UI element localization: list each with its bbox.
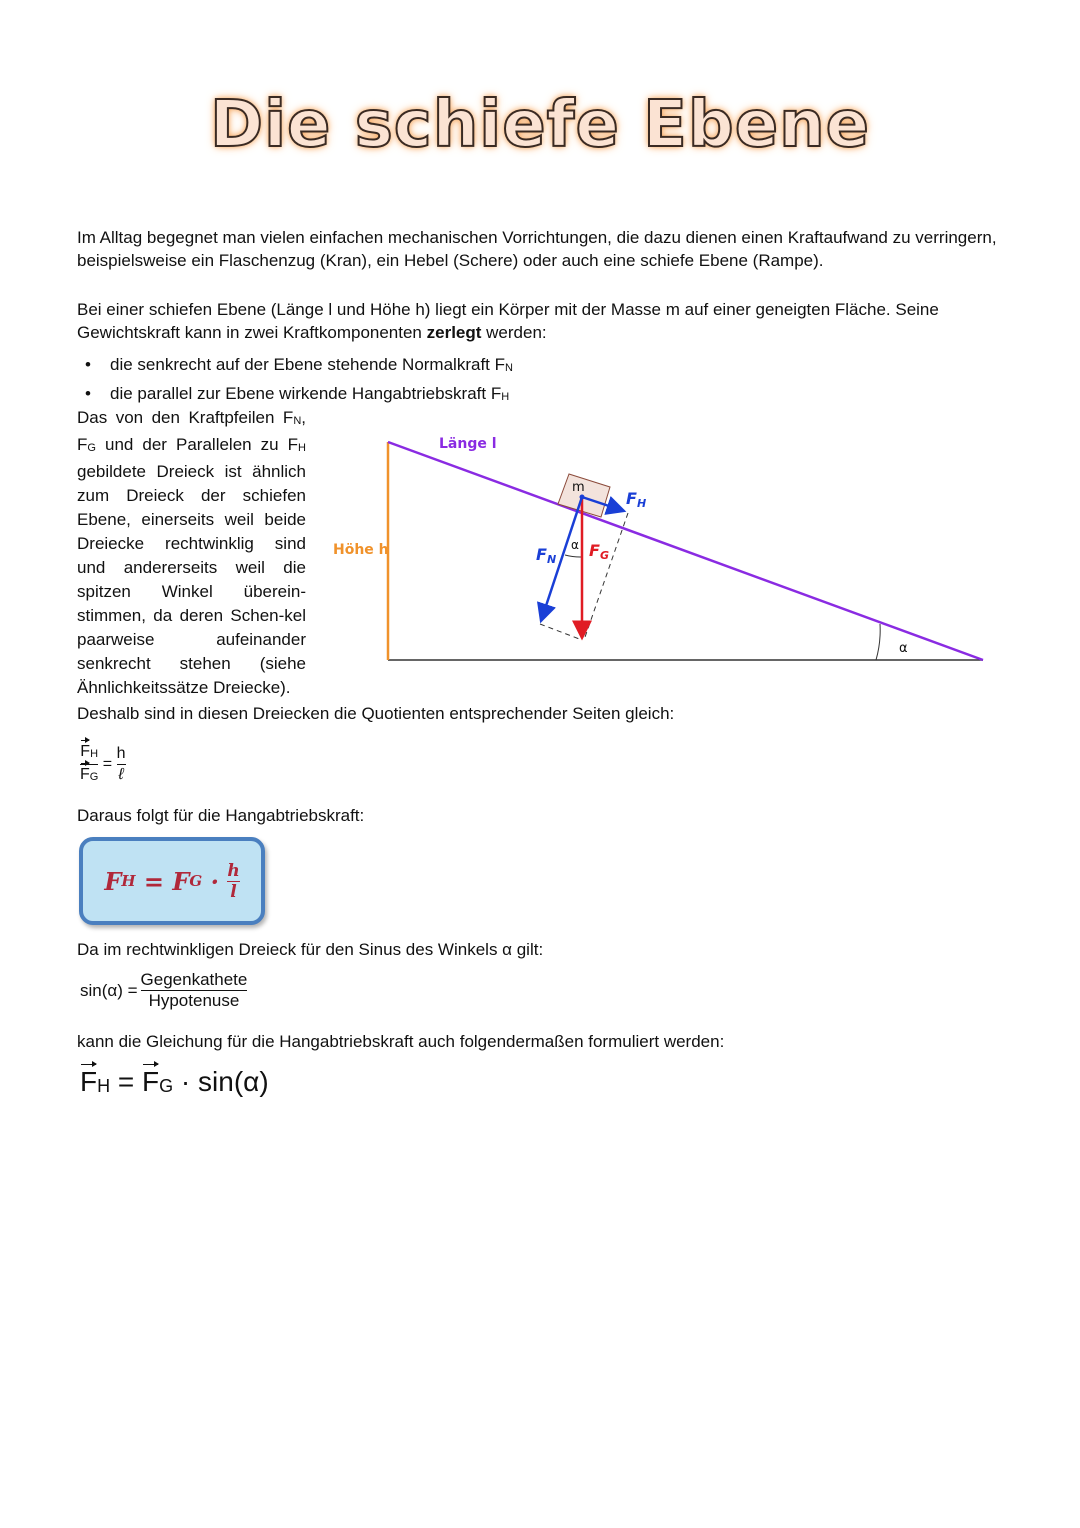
subscript: H (90, 748, 99, 760)
page-title: Die schiefe Ebene (209, 88, 871, 162)
symbol: F (80, 766, 90, 783)
bold-term: zerlegt (426, 323, 482, 342)
subscript: G (189, 872, 203, 890)
sine-term: · sin(α) (173, 1066, 269, 1097)
numerator: h (227, 860, 240, 881)
subscript: N (505, 362, 513, 374)
subscript: N (293, 415, 302, 427)
mass-point (580, 495, 585, 500)
equals: = (110, 1066, 143, 1097)
text: und der Parallelen zu F (95, 435, 299, 454)
text: werden: (481, 323, 547, 342)
symbol: F (589, 541, 600, 560)
symbol: F (104, 866, 122, 896)
symbol: F (80, 1066, 98, 1097)
subscript: H (298, 442, 306, 454)
text: die senkrecht auf der Ebene stehende Normalkraft F (110, 355, 505, 374)
subscript: N (546, 553, 557, 566)
intro-paragraph: Im Alltag begegnet man vielen einfachen mechanischen Vorrichtungen, die dazu dienen einen Kraftaufwand zu verringern, beispielsweise ein Flaschenzug (Kran), ein Hebel (Schere) oder auch eine schiefe Ebene (Rampe). (77, 228, 997, 270)
symbol: F (142, 1066, 160, 1097)
fg-label (589, 541, 609, 562)
length-label: Länge l (439, 436, 497, 452)
symbol: F (172, 866, 190, 896)
subscript: G (159, 1076, 174, 1096)
subscript: H (636, 497, 647, 510)
angle-arc-forces (565, 555, 582, 557)
subscript: G (87, 442, 96, 454)
fh-label (626, 489, 646, 510)
symbol: F (536, 545, 547, 564)
text: , F (77, 408, 306, 454)
equals: = (102, 755, 113, 773)
highlighted-formula-box (79, 837, 265, 925)
numerator: h (117, 744, 126, 765)
equals: = (135, 866, 173, 896)
text: Bei einer schiefen Ebene (Länge l und Höhe h) liegt ein Körper mit der Masse m auf einer geneigten Fläche. Seine Gewichtskraft kann in zwei Kraftkomponenten (77, 300, 939, 342)
final-formula (80, 1066, 269, 1098)
text: Das von den Kraftpfeilen F (77, 408, 294, 427)
alpha-label: α (571, 538, 579, 552)
dashed-line (584, 513, 628, 640)
denominator: Hypotenuse (148, 991, 240, 1010)
dot: · (202, 866, 228, 896)
text: gebildete Dreieck ist ähnlich zum Dreieck der schiefen Ebene, einerseits weil beide Dreiecke rechtwinklig sind und andererseits weil die spitzen Winkel überein-stimmen, da deren Schen-kel paarweise aufeinander senkrecht stehen (siehe Ähnlichkeitssätze Dreiecke). (77, 462, 306, 697)
denominator: ℓ (118, 766, 124, 783)
denominator: l (230, 881, 237, 902)
symbol: F (626, 489, 637, 508)
dashed-line (540, 624, 582, 640)
subscript: H (121, 872, 136, 890)
daraus-text: Daraus folgt für die Hangabtriebskraft: (77, 806, 365, 825)
sine-lhs: sin(α) = (80, 980, 138, 1000)
numerator: Gegenkathete (140, 970, 248, 989)
kann-text: kann die Gleichung für die Hangabtriebskraft auch folgendermaßen formuliert werden: (77, 1032, 725, 1051)
subscript: H (97, 1076, 111, 1096)
mass-label: m (572, 480, 585, 495)
height-label: Höhe h (333, 542, 389, 558)
angle-arc (876, 624, 880, 660)
subscript: G (89, 771, 99, 783)
inclined-plane-diagram (0, 0, 1080, 700)
deshalb-text: Deshalb sind in diesen Dreiecken die Quotienten entsprechender Seiten gleich: (77, 704, 675, 723)
ratio-formula (80, 742, 126, 787)
text: die parallel zur Ebene wirkende Hangabtriebskraft F (110, 384, 502, 403)
fn-label (536, 545, 556, 566)
subscript: G (599, 549, 609, 562)
symbol: F (80, 743, 91, 760)
da-im-text: Da im rechtwinkligen Dreieck für den Sinus des Winkels α gilt: (77, 940, 544, 959)
alpha-label: α (899, 641, 908, 656)
slope-line (388, 442, 983, 660)
subscript: H (501, 391, 510, 403)
sine-definition (80, 970, 247, 1011)
